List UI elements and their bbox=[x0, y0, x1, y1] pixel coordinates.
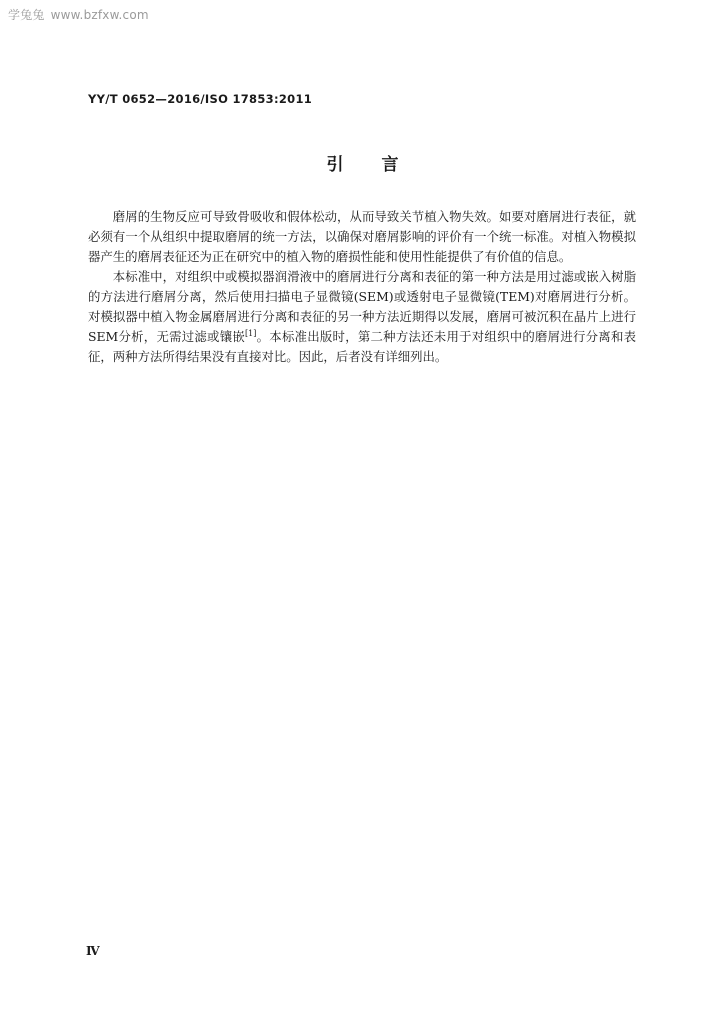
paragraph-2-part-2: 。本标准出版时，第二种方法还未用于对组织中的磨屑进行分离和表征，两种方法所得结果没有直接对比。因此，后者没有详细列出。 bbox=[88, 329, 636, 364]
page-title: 引言 bbox=[326, 155, 437, 175]
body-text bbox=[88, 207, 636, 367]
page-number: Ⅳ bbox=[86, 944, 100, 958]
standard-code-header: YY/T 0652—2016/ISO 17853:2011 bbox=[88, 92, 313, 106]
paragraph-2-part-1: 本标准中，对组织中或模拟器润滑液中的磨屑进行分离和表征的第一种方法是用过滤或嵌入树脂的方法进行磨屑分离，然后使用扫描电子显微镜(SEM)或透射电子显微镜(TEM)对磨屑进行分析。对模拟器中植入物金属磨屑进行分离和表征的另一种方法近期得以发展，磨屑可被沉积在晶片上进行SEM分析，无需过滤或镶嵌 bbox=[88, 269, 636, 344]
paragraph-1: 磨屑的生物反应可导致骨吸收和假体松动，从而导致关节植入物失效。如要对磨屑进行表征，就必须有一个从组织中提取磨屑的统一方法，以确保对磨屑影响的评价有一个统一标准。对植入物模拟器产生的磨屑表征还为正在研究中的植入物的磨损性能和使用性能提供了有价值的信息。 bbox=[88, 209, 636, 264]
watermark-site-name: 学兔兔 bbox=[8, 8, 45, 22]
watermark-site-url: www.bzfxw.com bbox=[50, 8, 149, 22]
reference-marker[interactable]: [1] bbox=[245, 328, 257, 338]
watermark bbox=[8, 6, 149, 23]
paragraph-2 bbox=[88, 267, 636, 367]
